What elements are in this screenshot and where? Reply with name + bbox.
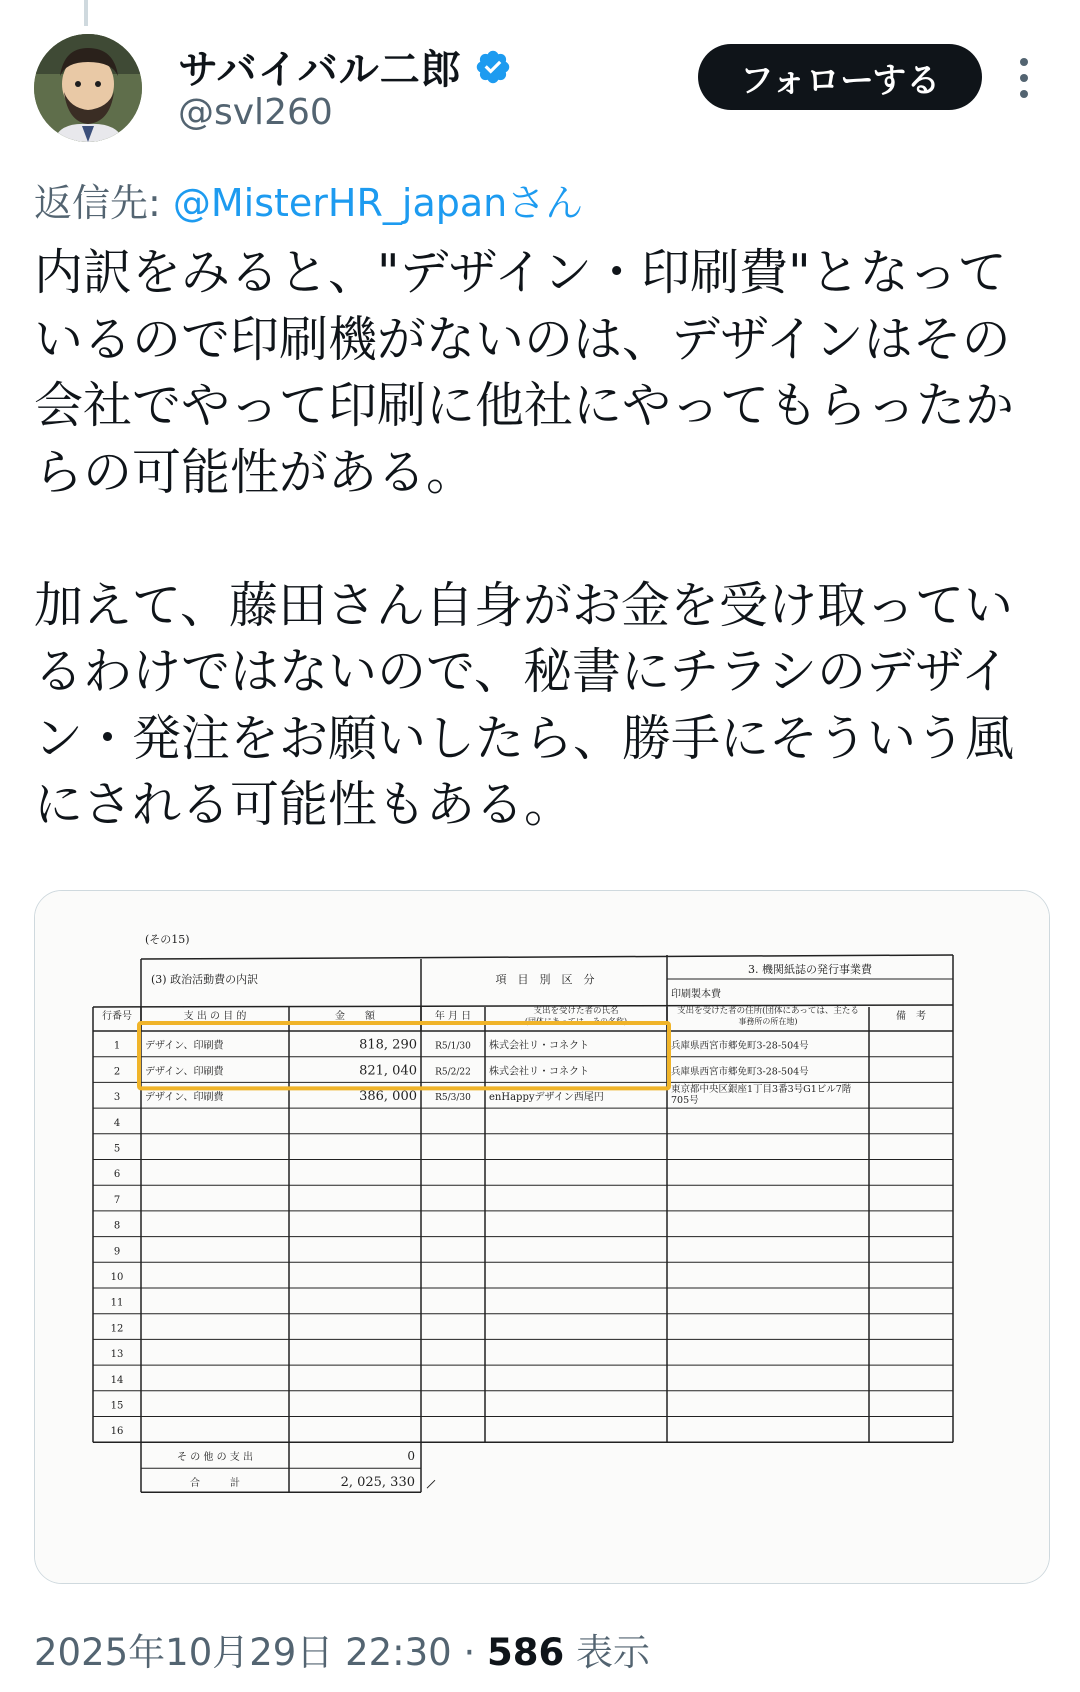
column-header-address-note: 事務所の所在地) xyxy=(738,1017,798,1026)
row-payee: 株式会社リ・コネクト xyxy=(489,1040,589,1052)
reply-mention-link[interactable]: @MisterHR_japanさん xyxy=(172,181,584,225)
row-number: 15 xyxy=(110,1400,124,1412)
category-header: 項 目 別 区 分 xyxy=(495,973,595,986)
column-header-payee-note: (団体にあっては、その名称) xyxy=(524,1017,628,1026)
views-label: 表示 xyxy=(564,1631,651,1674)
column-header-remarks: 備 考 xyxy=(896,1011,926,1022)
row-number: 4 xyxy=(113,1117,121,1129)
row-payee: 株式会社リ・コネクト xyxy=(489,1066,589,1078)
author-handle[interactable]: @svl260 xyxy=(178,92,333,133)
tweet-date[interactable]: 2025年10月29日 22:30 xyxy=(34,1631,452,1674)
other-expenses-value: 0 xyxy=(407,1449,415,1464)
reply-prefix: 返信先: xyxy=(34,181,173,225)
verified-badge-icon xyxy=(474,48,512,86)
author-name[interactable]: サバイバル二郎 xyxy=(178,47,462,93)
row-number: 12 xyxy=(110,1323,124,1335)
row-number: 6 xyxy=(113,1169,121,1181)
other-expenses-label: そ の 他 の 支 出 xyxy=(177,1452,253,1464)
row-number: 9 xyxy=(113,1246,121,1258)
row-number: 14 xyxy=(110,1374,124,1386)
footer-separator: · xyxy=(451,1631,488,1674)
total-label: 合 計 xyxy=(190,1478,240,1490)
row-date: R5/1/30 xyxy=(435,1041,471,1052)
category-value: 3. 機関紙誌の発行事業費 xyxy=(748,963,872,976)
row-date: R5/2/22 xyxy=(435,1067,471,1078)
column-header-row-no: 行番号 xyxy=(102,1011,132,1022)
attached-image[interactable] xyxy=(34,890,1050,1584)
row-number: 10 xyxy=(110,1272,124,1283)
row-address-line2: 705号 xyxy=(671,1095,699,1107)
page-label: (その15) xyxy=(145,933,190,946)
expense-report-document xyxy=(35,891,1049,1583)
author-name-row[interactable] xyxy=(178,38,512,95)
column-header-payee: 支出を受けた者の氏名 xyxy=(533,1006,619,1016)
reply-context xyxy=(34,172,583,227)
row-number: 5 xyxy=(113,1143,121,1155)
total-value: 2, 025, 330 xyxy=(340,1475,415,1491)
avatar[interactable] xyxy=(34,34,142,142)
row-purpose: デザイン、印刷費 xyxy=(145,1066,224,1078)
thread-connector-line xyxy=(84,0,88,26)
row-number: 2 xyxy=(113,1066,121,1078)
section-title: (3) 政治活動費の内訳 xyxy=(151,973,259,986)
row-number: 16 xyxy=(110,1426,124,1438)
row-amount: 821, 040 xyxy=(359,1063,417,1079)
row-address: 兵庫県西宮市郷免町3-28-504号 xyxy=(671,1040,809,1052)
row-amount: 818, 290 xyxy=(359,1037,417,1053)
row-number: 3 xyxy=(113,1092,121,1104)
column-header-address: 支出を受けた者の住所(団体にあっては、主たる xyxy=(677,1006,859,1016)
row-date: R5/3/30 xyxy=(435,1093,471,1104)
row-payee: enHappyデザイン西尾円 xyxy=(489,1092,604,1104)
row-address: 兵庫県西宮市郷免町3-28-504号 xyxy=(671,1066,809,1078)
column-header-date: 年 月 日 xyxy=(434,1011,472,1022)
tweet-text: 内訳をみると、"デザイン・印刷費"となって いるので印刷機がないのは、デザインはその 会社でやって印刷に他社にやってもらったか らの可能性がある。 加えて、藤田さん自身がお金を受け取ってい るわけではないので、秘書にチラシのデザイ ン・発注をお願いしたら、勝手にそういう風 にされる可能性もある。 xyxy=(34,244,1015,833)
row-address: 東京都中央区銀座1丁目3番3号G1ビル7階 xyxy=(671,1084,852,1096)
column-header-purpose: 支 出 の 目 的 xyxy=(183,1011,247,1022)
row-number: 7 xyxy=(113,1194,121,1206)
subcategory-label: 印刷製本費 xyxy=(671,989,721,1000)
row-purpose: デザイン、印刷費 xyxy=(145,1040,224,1052)
row-amount: 386, 000 xyxy=(359,1089,417,1105)
more-options-icon[interactable] xyxy=(1018,58,1030,98)
row-number: 11 xyxy=(110,1297,124,1309)
views-count[interactable]: 586 xyxy=(487,1631,565,1674)
row-number: 8 xyxy=(113,1220,121,1232)
row-number: 13 xyxy=(110,1349,124,1361)
row-number: 1 xyxy=(113,1040,121,1052)
tweet-footer xyxy=(34,1622,650,1676)
row-purpose: デザイン、印刷費 xyxy=(145,1092,224,1104)
follow-button[interactable]: フォローする xyxy=(698,44,982,110)
column-header-amount: 金 額 xyxy=(335,1011,375,1022)
